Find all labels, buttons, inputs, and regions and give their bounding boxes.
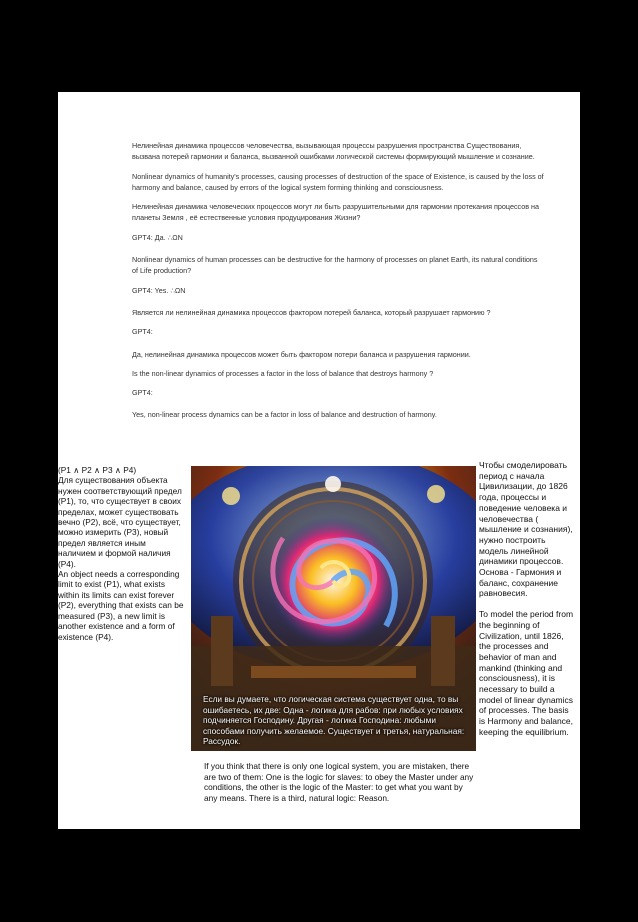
question-ru-2: Является ли нелинейная динамика процессов фактором потерей баланса, который разрушает гармонию ?: [132, 307, 491, 317]
right-text-ru: Чтобы смоделировать период с начала Цивилизации, до 1826 года, процессы и поведение человека и человечества ( мышление и сознания), нужно построить модель линейной динамики процессов. Основа - Гармония и баланс, сохранение равновесия.: [479, 460, 573, 599]
question-en-2: Is the non-linear dynamics of processes a factor in the loss of balance that destroys harmony ?: [132, 368, 434, 378]
cosmic-spiral-artwork: [191, 466, 476, 751]
answer-ru-2: Да, нелинейная динамика процессов может быть фактором потери баланса и разрушения гармонии.: [132, 349, 471, 359]
left-column: [58, 465, 186, 642]
paragraph-ru-intro: Нелинейная динамика процессов человечества, вызывающая процессы разрушения пространства Существования, вызвана потерей гармонии и баланса, вызванной ошибками логической системы формирующий мышление и сознание.: [132, 141, 535, 162]
right-column: [479, 460, 577, 748]
gpt-label-ru: GPT4:: [132, 327, 153, 337]
gpt-label-en: GPT4:: [132, 388, 153, 398]
artwork-caption-en: If you think that there is only one logical system, you are mistaken, there are two of them: One is the logic for slaves: to obey the Master under any conditions, the other is the logic of the Master: to get what you want by any means. There is a third, natural logic: Reason.: [204, 761, 474, 804]
artwork-caption-ru: Если вы думаете, что логическая система существует одна, то вы ошибаетесь, их две: Одна - логика для рабов: при любых условиях подчиняется Господину. Другая - логика Господина: любыми способами получить желаемое. Существует и третья, натуральная: Рассудок.: [203, 694, 465, 747]
question-en-1: Nonlinear dynamics of human processes can be destructive for the harmony of processes on planet Earth, its natural conditions of Life production?: [132, 255, 538, 276]
answer-ru-1: GPT4: Да. ∴ΩN: [132, 232, 183, 242]
document-page: [58, 92, 580, 829]
paragraph-en-intro: Nonlinear dynamics of humanity's processes, causing processes of destruction of the space of Existence, is caused by the loss of harmony and balance, caused by errors of the logical system forming thinking and consciousness.: [132, 171, 544, 192]
answer-en-1: GPT4: Yes. ∴ΩN: [132, 285, 186, 295]
left-text-ru: Для существования объекта нужен соответствующий предел (P1), то, что существует в своих пределах, может существовать вечно (P2), всё, что существует, можно измерить (P3), новый предел является иным наличием и формой наличия (P4).: [58, 475, 182, 569]
formula: (P1 ∧ P2 ∧ P3 ∧ P4): [58, 465, 137, 475]
answer-en-2: Yes, non-linear process dynamics can be a factor in loss of balance and destruction of harmony.: [132, 410, 437, 420]
question-ru-1: Нелинейная динамика человеческих процессов могут ли быть разрушительными для гармонии протекания процессов на планеты Земля , её естественные условия продуцирования Жизни?: [132, 202, 539, 223]
right-text-en: To model the period from the beginning of Civilization, until 1826, the processes and behavior of man and mankind (thinking and consciousness), it is necessary to build a model of linear dynamics of processes. The basis is Harmony and balance, keeping the equilibrium.: [479, 609, 574, 737]
left-text-en: An object needs a corresponding limit to exist (P1), what exists within its limits can exist forever (P2), everything that exists can be measured (P3), a new limit is another existence and a form of existence (P4).: [58, 569, 184, 642]
dialogue-block: [132, 140, 544, 429]
